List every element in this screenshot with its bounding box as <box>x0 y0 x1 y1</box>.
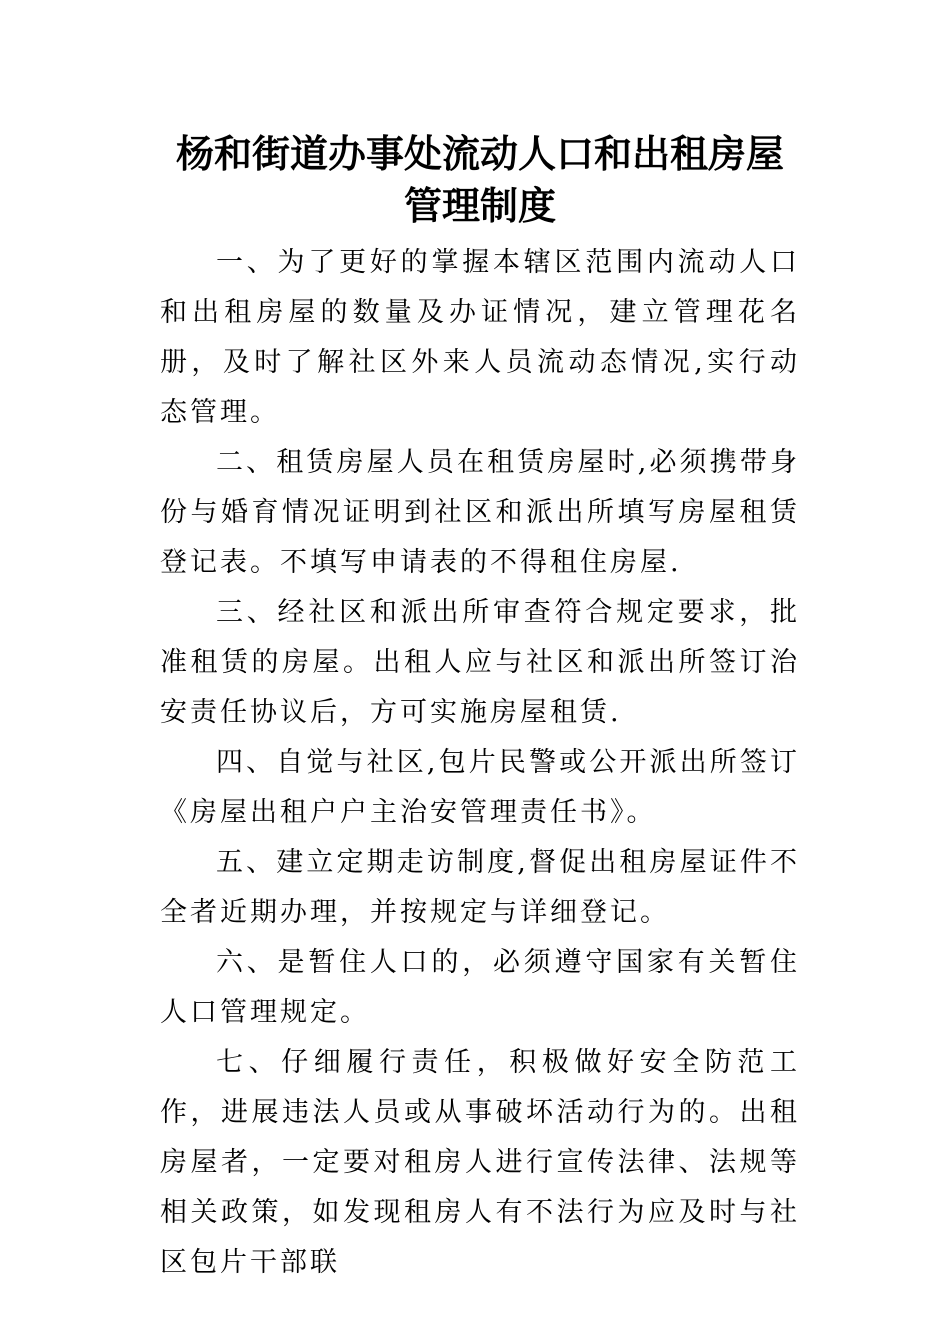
title-line-2: 管理制度 <box>403 183 556 228</box>
paragraph-1: 一、为了更好的掌握本辖区范围内流动人口和出租房屋的数量及办证情况，建立管理花名册，及时了解社区外来人员流动态情况,实行动态管理。 <box>160 247 800 428</box>
paragraph-4: 四、自觉与社区,包片民警或公开派出所签订《房屋出租户户主治安管理责任书》。 <box>160 747 800 828</box>
paragraph-6: 六、是暂住人口的，必须遵守国家有关暂住人口管理规定。 <box>160 947 800 1028</box>
title-line-1: 杨和街道办事处流动人口和出租房屋 <box>175 131 784 176</box>
paragraph-7: 七、仔细履行责任，积极做好安全防范工作，进展违法人员或从事破坏活动行为的。出租房屋者，一定要对租房人进行宣传法律、法规等相关政策，如发现租房人有不法行为应及时与社区包片干部联 <box>160 1047 800 1278</box>
paragraph-5: 五、建立定期走访制度,督促出租房屋证件不全者近期办理，并按规定与详细登记。 <box>160 847 800 928</box>
document-body <box>160 238 800 1288</box>
paragraph-3: 三、经社区和派出所审查符合规定要求，批准租赁的房屋。出租人应与社区和派出所签订治安责任协议后，方可实施房屋租赁. <box>160 597 800 728</box>
paragraph-2: 二、租赁房屋人员在租赁房屋时,必须携带身份与婚育情况证明到社区和派出所填写房屋租赁登记表。不填写申请表的不得租住房屋. <box>160 447 800 578</box>
document-page <box>160 128 800 1288</box>
document-title <box>140 128 820 232</box>
